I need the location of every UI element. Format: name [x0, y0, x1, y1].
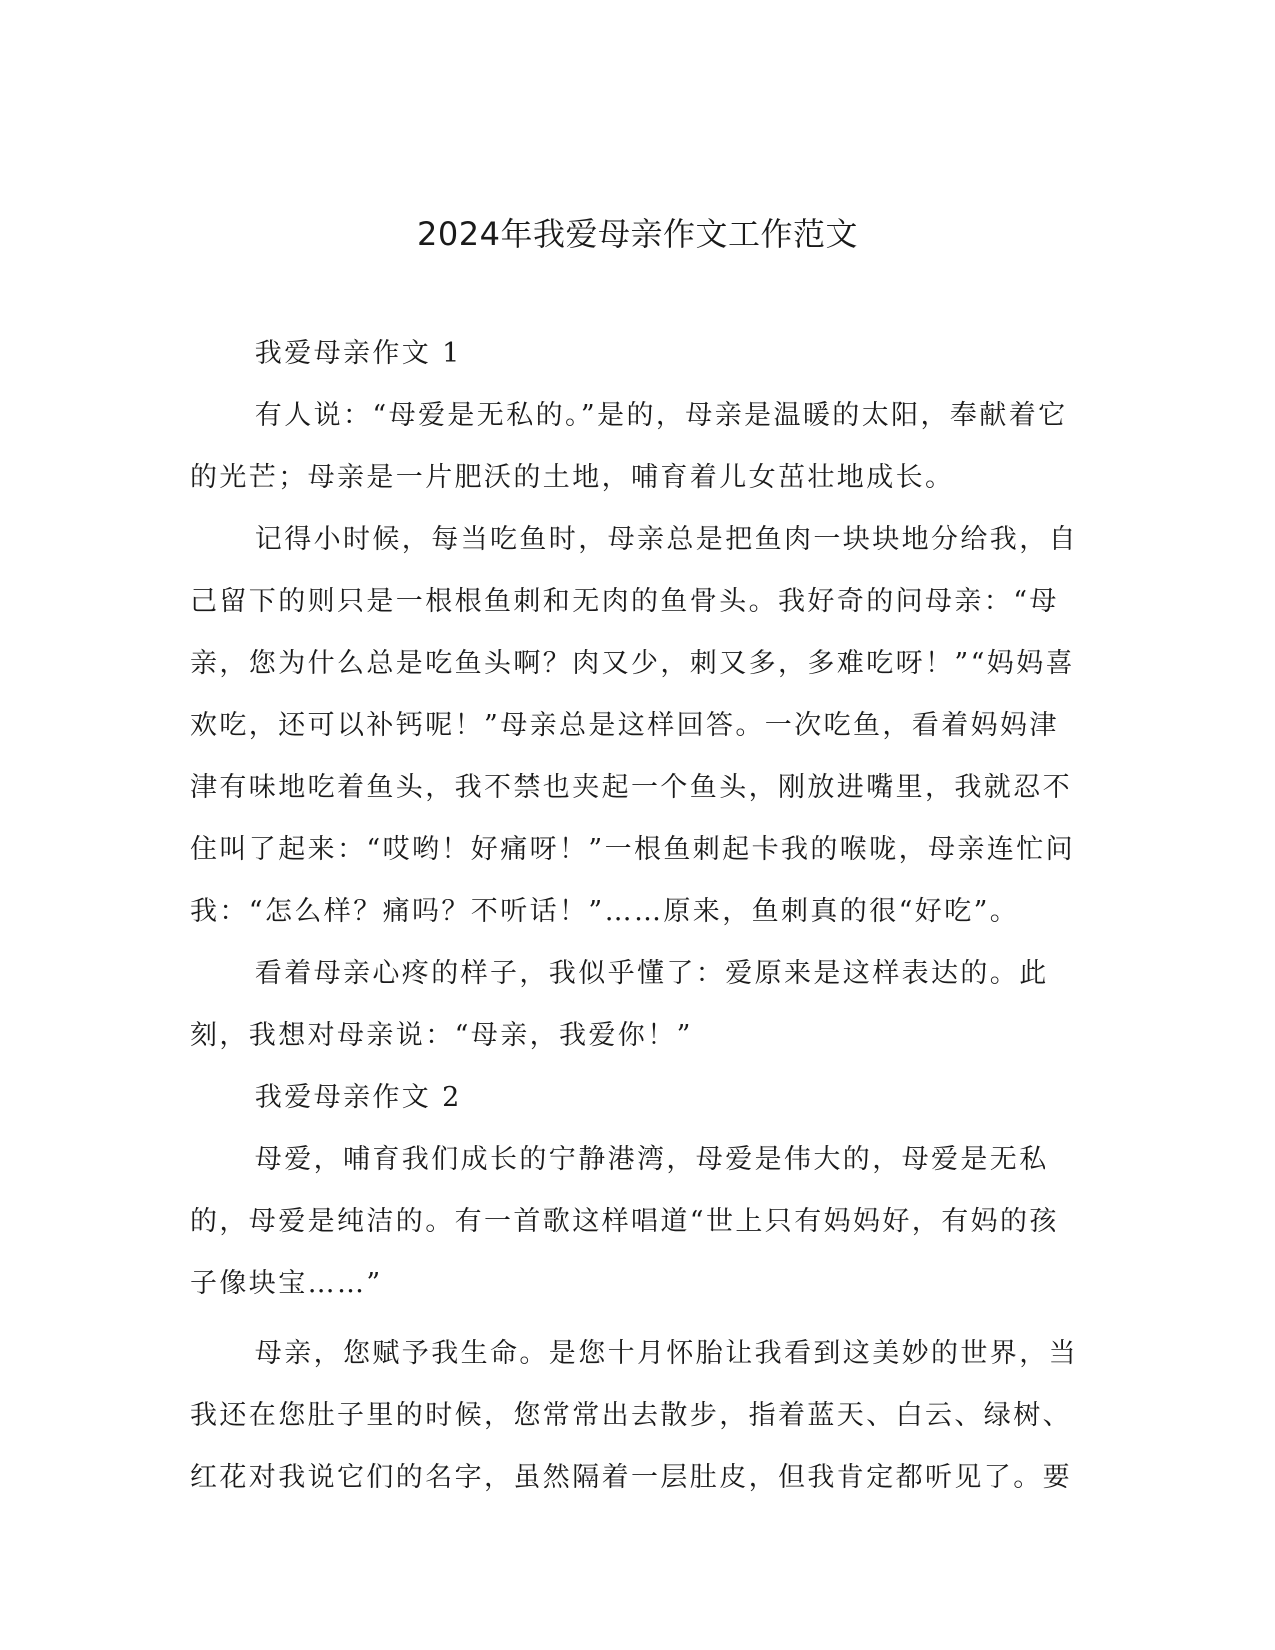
paragraph: 有人说：“母爱是无私的。”是的，母亲是温暖的太阳，奉献着它的光芒；母亲是一片肥沃的土地，哺育着儿女茁壮地成长。: [190, 400, 1068, 493]
paragraph: 母爱，哺育我们成长的宁静港湾，母爱是伟大的，母爱是无私的，母爱是纯洁的。有一首歌这样唱道“世上只有妈妈好，有妈的孩子像块宝……”: [190, 1144, 1059, 1299]
document-title: 2024年我爱母亲作文工作范文: [417, 215, 858, 253]
section-heading-1: 我爱母亲作文 1: [254, 338, 462, 369]
paragraph: 母亲，您赋予我生命。是您十月怀胎让我看到这美妙的世界，当我还在您肚子里的时候，您常常出去散步，指着蓝天、白云、绿树、红花对我说它们的名字，虽然隔着一层肚皮，但我肯定都听见了。要: [190, 1338, 1078, 1493]
paragraph: 看着母亲心疼的样子，我似乎懂了：爱原来是这样表达的。此刻，我想对母亲说：“母亲，我爱你！”: [190, 958, 1049, 1051]
section-heading-2: 我爱母亲作文 2: [254, 1082, 462, 1113]
paragraph: 记得小时候，每当吃鱼时，母亲总是把鱼肉一块块地分给我，自己留下的则只是一根根鱼刺和无肉的鱼骨头。我好奇的问母亲：“母亲，您为什么总是吃鱼头啊？肉又少，刺又多，多难吃呀！”“妈妈喜欢吃，还可以补钙呢！”母亲总是这样回答。一次吃鱼，看着妈妈津津有味地吃着鱼头，我不禁也夹起一个鱼头，刚放进嘴里，我就忍不住叫了起来：“哎哟！好痛呀！”一根鱼刺起卡我的喉咙，母亲连忙问我：“怎么样？痛吗？不听话！”……原来，鱼刺真的很“好吃”。: [190, 524, 1078, 927]
document-body: [190, 323, 1080, 1509]
